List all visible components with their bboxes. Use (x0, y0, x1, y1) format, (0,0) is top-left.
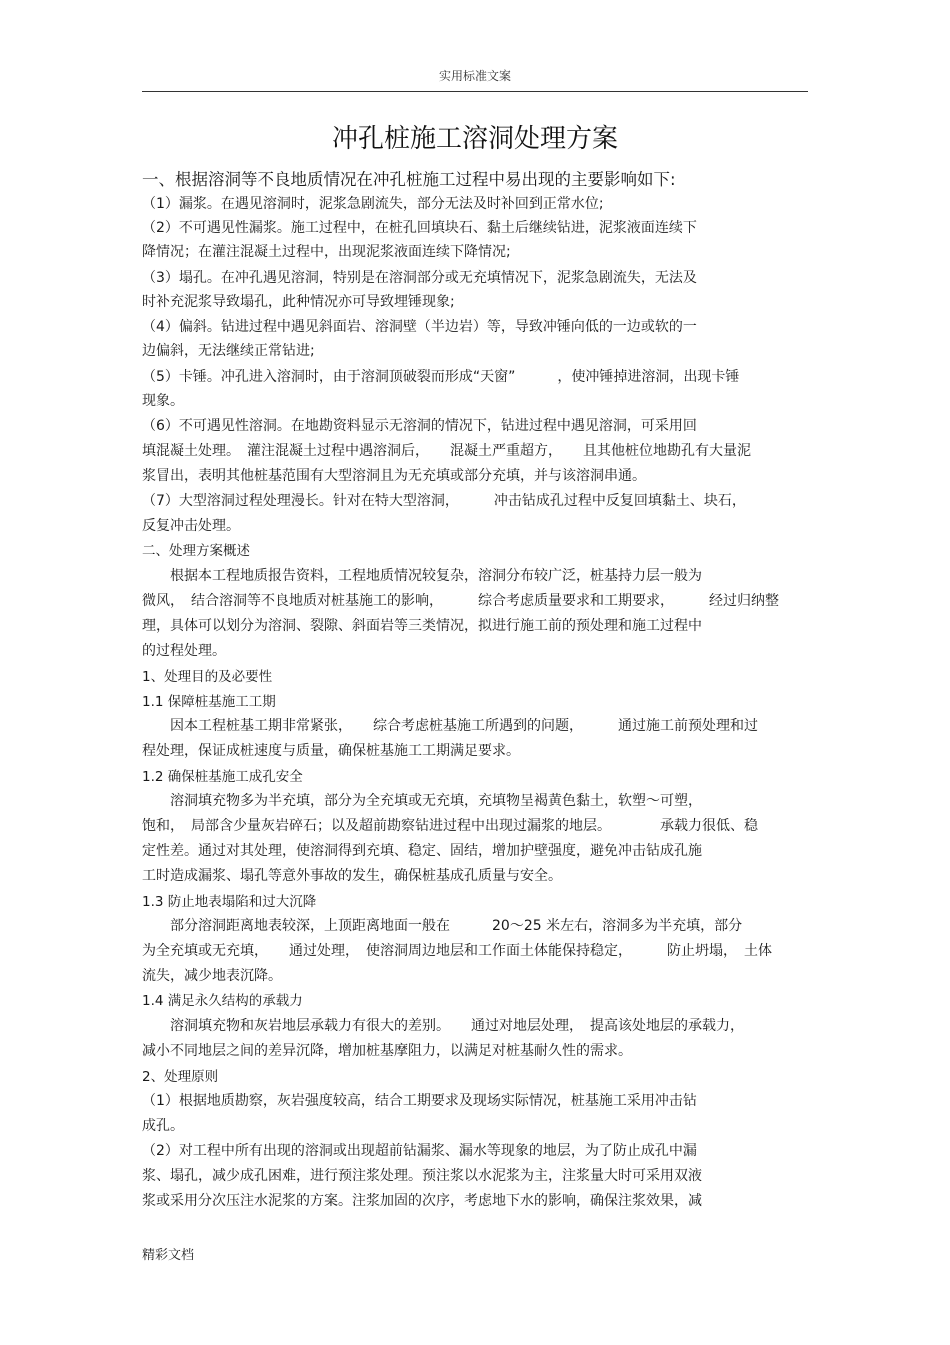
text-line: 部分溶洞距离地表较深，上顶距离地面一般在 20～25 米左右，溶洞多为半充填，部分 (170, 918, 743, 934)
text-line: 减小不同地层之间的差异沉降，增加桩基摩阻力，以满足对桩基耐久性的需求。 (142, 1043, 632, 1059)
text-line: 饱和， 局部含少量灰岩碎石；以及超前勘察钻进过程中出现过漏浆的地层。 承载力很低、稳 (142, 818, 758, 834)
text-line: 根据本工程地质报告资料，工程地质情况较复杂，溶洞分布较广泛，桩基持力层一般为 (170, 568, 702, 584)
text-line: 成孔。 (142, 1118, 184, 1134)
header-rule (142, 91, 808, 92)
text-line: 溶洞填充物多为半充填，部分为全充填或无充填，充填物呈褐黄色黏土，软塑～可塑， (170, 793, 702, 809)
text-line: （2）不可遇见性漏浆。施工过程中，在桩孔回填块石、黏土后继续钻进，泥浆液面连续下 (142, 220, 697, 236)
section-heading: 2、处理原则 (142, 1069, 219, 1085)
section-heading: 一、根据溶洞等不良地质情况在冲孔桩施工过程中易出现的主要影响如下: (142, 170, 676, 189)
subsection-heading: 1.3 防止地表塌陷和过大沉降 (142, 894, 317, 910)
text-line: 时补充泥浆导致塌孔，此种情况亦可导致埋锤现象; (142, 294, 455, 310)
subsection-heading: 1.4 满足永久结构的承载力 (142, 993, 303, 1009)
text-line: （7）大型溶洞过程处理漫长。针对在特大型溶洞， 冲击钻成孔过程中反复回填黏土、块石， (142, 493, 746, 509)
text-line: 微风， 结合溶洞等不良地质对桩基施工的影响， 综合考虑质量要求和工期要求， 经过归纳整 (142, 593, 779, 609)
text-line: 填混凝土处理。 灌注混凝土过程中遇溶洞后， 混凝土严重超方， 且其他桩位地勘孔有大量泥 (142, 443, 751, 459)
subsection-heading: 1.1 保障桩基施工工期 (142, 694, 276, 710)
text-line: 理，具体可以划分为溶洞、裂隙、斜面岩等三类情况，拟进行施工前的预处理和施工过程中 (142, 618, 702, 634)
section-heading: 二、处理方案概述 (142, 543, 250, 559)
subsection-heading: 1.2 确保桩基施工成孔安全 (142, 769, 303, 785)
text-line: （6）不可遇见性溶洞。在地勘资料显示无溶洞的情况下，钻进过程中遇见溶洞，可采用回 (142, 418, 697, 434)
text-line: 定性差。通过对其处理，使溶洞得到充填、稳定、固结，增加护壁强度，避免冲击钻成孔施 (142, 843, 702, 859)
text-line: 为全充填或无充填， 通过处理， 使溶洞周边地层和工作面土体能保持稳定， 防止坍塌， 土体 (142, 943, 772, 959)
text-line: 工时造成漏浆、塌孔等意外事故的发生，确保桩基成孔质量与安全。 (142, 868, 562, 884)
text-line: 浆、塌孔，减少成孔困难，进行预注浆处理。预注浆以水泥浆为主，注浆量大时可采用双液 (142, 1168, 702, 1184)
page-footer: 精彩文档 (142, 1248, 195, 1263)
text-line: 现象。 (142, 393, 184, 409)
text-line: （4）偏斜。钻进过程中遇见斜面岩、溶洞壁（半边岩）等，导致冲锤向低的一边或软的一 (142, 319, 697, 335)
text-line: （2）对工程中所有出现的溶洞或出现超前钻漏浆、漏水等现象的地层，为了防止成孔中漏 (142, 1143, 697, 1159)
text-line: （1）漏浆。在遇见溶洞时，泥浆急剧流失，部分无法及时补回到正常水位; (142, 196, 604, 212)
text-line: 边偏斜，无法继续正常钻进; (142, 343, 315, 359)
document-title: 冲孔桩施工溶洞处理方案 (331, 124, 618, 154)
text-line: 降情况；在灌注混凝土过程中，出现泥浆液面连续下降情况; (142, 244, 511, 260)
text-line: 因本工程桩基工期非常紧张， 综合考虑桩基施工所遇到的问题， 通过施工前预处理和过 (170, 718, 758, 734)
section-heading: 1、处理目的及必要性 (142, 669, 273, 685)
text-line: 溶洞填充物和灰岩地层承载力有很大的差别。 通过对地层处理， 提高该处地层的承载力， (170, 1018, 744, 1034)
text-line: 浆冒出，表明其他桩基范围有大型溶洞且为无充填或部分充填，并与该溶洞串通。 (142, 468, 646, 484)
text-line: 流失，减少地表沉降。 (142, 968, 282, 984)
text-line: 反复冲击处理。 (142, 518, 240, 534)
page-header: 实用标准文案 (438, 69, 511, 83)
text-line: 浆或采用分次压注水泥浆的方案。注浆加固的次序，考虑地下水的影响，确保注浆效果，减 (142, 1193, 702, 1209)
text-line: 的过程处理。 (142, 643, 226, 659)
text-line: 程处理，保证成桩速度与质量，确保桩基施工工期满足要求。 (142, 743, 520, 759)
text-line: （3）塌孔。在冲孔遇见溶洞，特别是在溶洞部分或无充填情况下，泥浆急剧流失，无法及 (142, 270, 697, 286)
text-line: （1）根据地质勘察，灰岩强度较高，结合工期要求及现场实际情况，桩基施工采用冲击钻 (142, 1093, 697, 1109)
text-line: （5）卡锤。冲孔进入溶洞时，由于溶洞顶破裂而形成“天窗” ，使冲锤掉进溶洞，出现卡锤 (142, 369, 740, 385)
